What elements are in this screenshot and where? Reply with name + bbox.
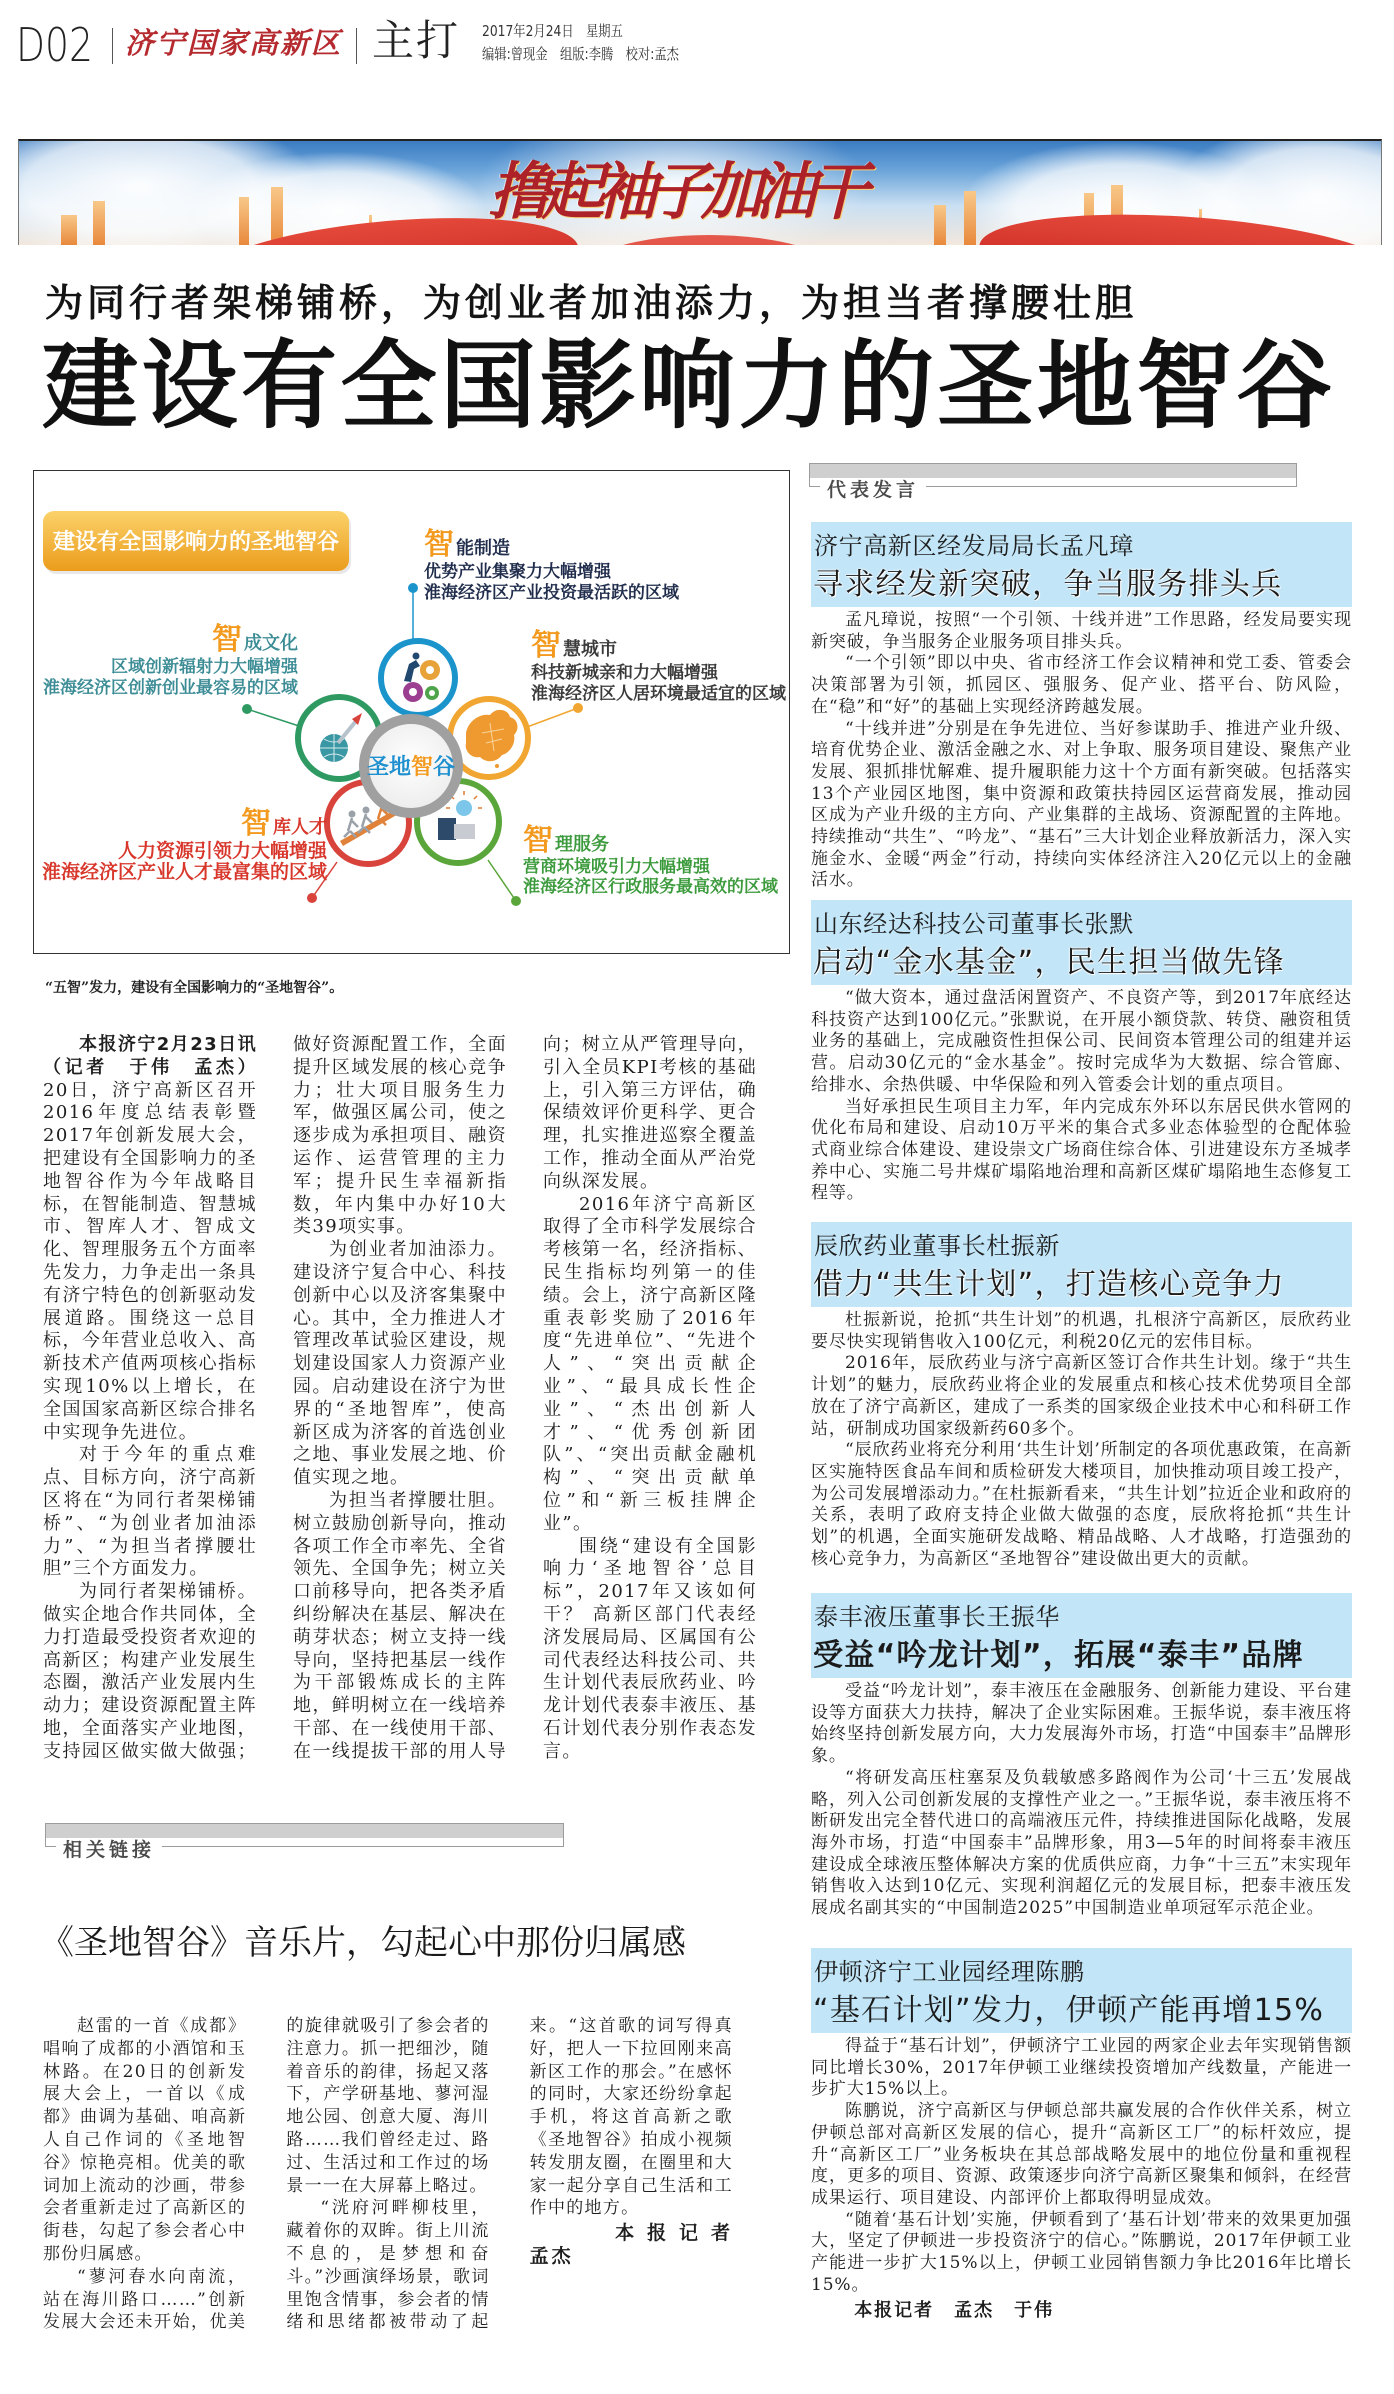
speech-paragraph: “十线并进”分别是在争先进位、当好参谋助手、推进产业升级、培育优势企业、激活金融之水、对上争取、服务项目建设、聚焦产业发展、狠抓排忧解难、提升履职能力这十个方面有新突破。包括落实13个产业园区地图，集中资源和政策扶持园区运营商发展，推动园区成为产业升级的主方向、产业集群的主战场、资源配置的主阵地。持续推动“共生”、“吟龙”、“基石”三大计划企业释放新活力，深入实施金水、金暖“两金”行动，持续向实体经济注入20亿元以上的金融活水。 xyxy=(811,718,1352,891)
connector-line xyxy=(247,709,299,726)
item-line: 淮海经济区产业人才最富集的区域 xyxy=(41,861,327,883)
item-heading xyxy=(241,806,327,841)
item-heading xyxy=(523,823,609,858)
infographic-caption: “五智”发力，建设有全国影响力的“圣地智谷”。 xyxy=(45,980,344,996)
article-paragraph xyxy=(43,1034,257,1444)
speech-paragraph: 当好承担民生项目主力军，年内完成东外环以东居民供水管网的优化布局和建设、启动10万平米的集合式多业态体验型的仓配体验式商业综合体建设、建设崇文广场商住综合体、引进建设东方圣城孝养中心、实施二号井煤矿塌陷地治理和高新区煤矿塌陷地生态修复工程等。 xyxy=(811,1096,1352,1204)
section-header-speeches xyxy=(809,463,1297,501)
building-decoration xyxy=(964,191,976,245)
infographic-diagram xyxy=(34,471,790,954)
item-line: 区域创新辐射力大幅增强 xyxy=(111,657,298,677)
article-paragraph: 为同行者架梯铺桥。做实企地合作共同体，全力打造最受投资者欢迎的高新区；构建产业发展生态圈，激活产业发展内生动力；建设资源配置主阵地，全面落实产业地图，支持园区做实做大做强；做好资源配置工作，全面提升区域发展的核心竞争力；壮大项目服务生力军，做强区属公司，使之逐步成为承担项目、融资运作、运营管理的主力军；提升民生幸福新指数，年内集中办好10大类39项实事。 xyxy=(43,1034,507,1762)
edition-name: 济宁国家高新区 xyxy=(125,26,343,60)
article-paragraph: 为创业者加油添力。建设济宁复合中心、科技创新中心以及济客集聚中心。其中，全力推进人才管理改革试验区建设，规划建设国家人力资源产业园。启动建设在济宁为世界的“圣地智库”，使高新区成为济客的首选创业之地、事业发展之地、价值实现之地。 xyxy=(293,1239,507,1489)
center-label-part: 智 xyxy=(410,755,434,780)
related-paragraph: “洸府河畔柳枝里，藏着你的双眸。街上川流不息的，是梦想和奋斗。”沙画演绎场景，歌词里饱含情事，参会者的情绪和思绪都被带动了起来。“这首歌的词写得真好，把人一下拉回刚来高新区工作的那会。”在感怀的同时，大家还纷纷拿起手机，将这首高新之歌《圣地智谷》拍成小视频转发朋友圈，在圈里和大家一起分享自己生活和工作中的地方。 xyxy=(286,2016,733,2333)
speaker-name: 济宁高新区经发局局长孟凡璋 xyxy=(814,532,1134,560)
speech-headline: 寻求经发新突破，争当服务排头兵 xyxy=(813,567,1283,602)
infographic xyxy=(33,470,790,954)
item-smart-manufacturing xyxy=(424,527,680,603)
item-smart-city xyxy=(531,628,787,704)
speech-block xyxy=(811,1593,1352,1948)
item-prefix: 智 xyxy=(212,622,242,657)
section-label: 代表发言 xyxy=(820,480,926,500)
item-smart-culture xyxy=(43,622,299,698)
item-label: 成文化 xyxy=(244,633,298,654)
item-line: 淮海经济区创新创业最容易的区域 xyxy=(43,678,298,698)
speech-paragraph: “随着‘基石计划’实施，伊顿看到了‘基石计划’带来的效果更加强大，坚定了伊顿进一步投资济宁的信心。”陈鹏说，2017年伊顿工业产能进一步扩大15%以上，伊顿工业园销售额力争比2016年比增长15%。 xyxy=(811,2209,1352,2295)
item-heading xyxy=(531,628,617,663)
section-header-related xyxy=(45,1823,564,1861)
speech-body xyxy=(811,2033,1352,2296)
center-label-part: 谷 xyxy=(433,755,456,780)
masthead-divider xyxy=(356,28,357,64)
item-label: 慧城市 xyxy=(563,639,617,660)
item-line: 人力资源引领力大幅增强 xyxy=(117,840,327,862)
speech-block xyxy=(811,900,1352,1222)
speech-paragraph: 陈鹏说，济宁高新区与伊顿总部共赢发展的合作伙伴关系，树立伊顿总部对高新区发展的信心，提升“高新区工厂”的标杆效应，提升“高新区工厂”业务板块在其总部战略发展中的地位份量和重视程度，更多的项目、资源、政策逐步向济宁高新区聚集和倾斜，在经营成果运行、项目建设、内部评价上都取得明显成效。 xyxy=(811,2101,1352,2208)
main-headline: 建设有全国影响力的圣地智谷 xyxy=(42,330,1336,442)
headline-kicker: 为同行者架梯铺桥，为创业者加油添力，为担当者撑腰壮胆 xyxy=(45,281,1138,325)
speaker-name: 山东经达科技公司董事长张默 xyxy=(814,910,1134,938)
speech-paragraph: “一个引领”即以中央、省市经济工作会议精神和党工委、管委会决策部署为引领，抓园区、强服务、促产业、搭平台、防风险，在“稳”和“好”的基础上实现经济跨越发展。 xyxy=(811,653,1352,717)
article-dateline: 本报济宁2月23日讯（记者 于伟 孟杰） xyxy=(43,1034,257,1078)
related-article-body xyxy=(43,2015,755,2345)
speech-paragraph: “辰欣药业将充分利用‘共生计划’所制定的各项优惠政策，在高新区实施特医食品车间和质检研发大楼项目，加快推动项目竣工投产，为公司发展增添动力。”在杜振新看来，“共生计划”拉近企业和政府的关系，表明了政府支持企业做大做强的态度，辰欣将抢抓“共生计划”的机遇，全面实施研发战略、精品战略、人才战略，打造强劲的核心竞争力，为高新区“圣地智谷”建设做出更大的贡献。 xyxy=(811,1440,1352,1569)
item-label: 库人才 xyxy=(273,817,327,838)
banner-slogan: 撸起袖子加油干 xyxy=(489,155,861,228)
title-badge xyxy=(43,511,351,574)
item-label: 理服务 xyxy=(555,834,609,855)
item-heading xyxy=(424,527,510,562)
building-decoration xyxy=(934,205,946,245)
node-circle-manufacturing xyxy=(381,641,455,715)
item-prefix: 智 xyxy=(424,527,454,562)
item-line: 营商环境吸引力大幅增强 xyxy=(523,857,710,877)
speech-headline: “基石计划”发力，伊顿产能再增15% xyxy=(813,1993,1325,2028)
speech-paragraph: 得益于“基石计划”，伊顿济宁工业园的两家企业去年实现销售额同比增长30%，2017年伊顿工业继续投资增加产线数量，产能进一步扩大15%以上。 xyxy=(811,2036,1352,2100)
infographic-title: 建设有全国影响力的圣地智谷 xyxy=(52,530,340,555)
speech-block xyxy=(811,522,1352,900)
related-paragraph: 赵雷的一首《成都》唱响了成都的小酒馆和玉林路。在20日的创新发展大会上，一首以《成都》曲调为基础、咱高新人自己作词的《圣地智谷》惊艳亮相。优美的歌词加上流动的沙画，带参会者重新走过了高新区的街巷，勾起了参会者心中那份归属感。 xyxy=(43,2016,247,2264)
building-decoration xyxy=(239,197,249,245)
connector-dot xyxy=(511,896,521,906)
paragraph-text: 20日，济宁高新区召开2016年度总结表彰暨2017年创新发展大会，把建设有全国影响力的圣地智谷作为今年战略目标，在智能制造、智慧城市、智库人才、智成文化、智理服务五个方面率先发力，力争走出一条具有济宁特色的创新驱动发展道路。围绕这一总目标，今年营业总收入、高新技术产值两项核心指标实现10%以上增长，在全国国家高新区综合排名中实现争先进位。 xyxy=(43,1079,257,1443)
speech-headline: 启动“金水基金”，民生担当做先锋 xyxy=(813,945,1285,980)
center-label-part: 圣地 xyxy=(366,755,411,780)
article-paragraph: 围绕“建设有全国影响力‘圣地智谷’总目标”，2017年又该如何干？ 高新区部门代表经济发展局局、区属国有公司代表经达科技公司、共生计划代表辰欣药业、吟龙计划代表泰丰液压、基石计划代表分别作表态发言。 xyxy=(543,1535,757,1762)
speech-header xyxy=(811,522,1352,607)
speaker-name: 辰欣药业董事长杜振新 xyxy=(814,1232,1060,1260)
staff-credits: 编辑:曾现金 组版:李腾 校对:孟杰 xyxy=(482,45,679,63)
article-paragraph: 对于今年的重点难点、目标方向，济宁高新区将在“为同行者架梯铺桥”、“为创业者加油添力”、“为担当者撑腰壮胆”三个方面发力。 xyxy=(43,1444,257,1580)
main-article-body xyxy=(43,1034,757,1779)
connector-dot xyxy=(408,583,418,593)
speech-header xyxy=(811,1593,1352,1678)
related-byline: 本报记者 孟杰 xyxy=(529,2222,755,2267)
speech-headline: 借力“共生计划”，打造核心竞争力 xyxy=(813,1267,1285,1302)
speech-paragraph: 受益“吟龙计划”，泰丰液压在金融服务、创新能力建设、平台建设等方面获大力扶持，解决了企业实际困难。王振华说，泰丰液压将始终坚持创新发展方向，大力发展海外市场，打造“中国泰丰”品牌形象。 xyxy=(811,1681,1352,1767)
article-paragraph: 2016年济宁高新区取得了全市科学发展综合考核第一名，经济指标、民生指标均列第一的佳绩。会上，济宁高新区隆重表彰奖励了2016年度“先进单位”、“先进个人”、“突出贡献企业”、“最具成长性企业”、“杰出创新人才”、“优秀创新团队”、“突出贡献金融机构”、“突出贡献单位”和“新三板挂牌企业”。 xyxy=(543,1193,757,1534)
speech-block xyxy=(811,1222,1352,1593)
page-number: D02 xyxy=(16,18,94,72)
speech-body xyxy=(811,607,1352,892)
speaker-name: 伊顿济宁工业园经理陈鹏 xyxy=(814,1958,1085,1986)
speech-body xyxy=(811,1678,1352,1920)
banner xyxy=(18,139,1382,245)
item-line: 淮海经济区人居环境最适宜的区域 xyxy=(531,684,786,704)
speech-header xyxy=(811,1948,1352,2033)
related-headline: 《圣地智谷》音乐片，勾起心中那份归属感 xyxy=(40,1923,686,1963)
speeches-byline: 本报记者 孟杰 于伟 xyxy=(854,2300,1055,2322)
speech-body xyxy=(811,985,1352,1205)
article-paragraph: 为担当者撑腰壮胆。树立鼓励创新导向，推动各项工作全市率先、全省领先、全国争先；树立关口前移导向，把各类矛盾纠纷解决在基层、解决在萌芽状态；树立支持一线导向，坚持把基层一线作为干部锻炼成长的主阵地，鲜明树立在一线培养干部、在一线使用干部、在一线提拔干部的用人导向；树立从严管理导向，引入全员KPI考核的基础上，引入第三方评估，确保绩效评价更科学、更合理，扎实推进巡察全覆盖工作，推动全面从严治党向纵深发展。 xyxy=(293,1034,757,1762)
section-label: 相关链接 xyxy=(56,1840,162,1860)
masthead-divider xyxy=(112,28,113,64)
connector-dot xyxy=(573,703,583,713)
item-line: 淮海经济区产业投资最活跃的区域 xyxy=(424,583,679,603)
speech-paragraph: 杜振新说，抢抓“共生计划”的机遇，扎根济宁高新区，辰欣药业要尽快实现销售收入100亿元，利税20亿元的宏伟目标。 xyxy=(811,1310,1352,1352)
building-decoration xyxy=(61,215,77,245)
speech-paragraph: 2016年，辰欣药业与济宁高新区签订合作共生计划。缘于“共生计划”的魅力，辰欣药业将企业的发展重点和核心技术优势项目全部放在了济宁高新区，建成了一系类的国家级企业技术中心和科研工作站，研制成功国家级新药60多个。 xyxy=(811,1353,1352,1439)
section-name: 主打 xyxy=(372,16,461,65)
issue-date: 2017年2月24日 星期五 xyxy=(482,22,623,40)
speech-header xyxy=(811,1222,1352,1307)
item-heading xyxy=(212,622,298,657)
item-prefix: 智 xyxy=(531,628,561,663)
speech-headline: 受益“吟龙计划”，拓展“泰丰”品牌 xyxy=(813,1638,1304,1673)
connector-line xyxy=(488,860,516,901)
item-prefix: 智 xyxy=(241,806,271,841)
speech-header xyxy=(811,900,1352,985)
connector-dot xyxy=(242,704,252,714)
item-prefix: 智 xyxy=(523,823,553,858)
related-paragraph: “蓼河春水向南流，站在海川路口……”创新发展大会还未开始，优美的旋律就吸引了参会者的注意力。抓一把细沙，随着音乐的韵律，扬起又落下，产学研基地、蓼河湿地公园、创意大厦、海川路……我们曾经走过、路过、生活过和工作过的场景一一在大屏幕上略过。 xyxy=(43,2016,490,2333)
speaker-name: 泰丰液压董事长王振华 xyxy=(814,1603,1060,1631)
item-smart-talent xyxy=(42,806,328,883)
connector-dot xyxy=(307,893,317,903)
speech-block xyxy=(811,1948,1352,2296)
speech-paragraph: “将研发高压柱塞泵及负载敏感多路阀作为公司‘十三五’发展战略，列入公司创新发展的支撑性产业之一。”王振华说，泰丰液压将不断研发出完全替代进口的高端液压元件，持续推进国际化战略，发展海外市场，打造“中国泰丰”品牌形象，用3—5年的时间将泰丰液压建设成全球液压整体解决方案的优质供应商，力争“十三五”末实现年销售收入达到10亿元、实现利润超亿元的发展目标，把泰丰液压发展成名副其实的“中国制造2025”中国制造业单项冠军示范企业。 xyxy=(811,1767,1352,1919)
item-line: 优势产业集聚力大幅增强 xyxy=(424,562,611,582)
connector-line xyxy=(527,708,578,727)
item-smart-service xyxy=(523,823,779,897)
item-line: 淮海经济区行政服务最高效的区域 xyxy=(523,877,778,897)
speech-body xyxy=(811,1307,1352,1570)
speech-paragraph: “做大资本，通过盘活闲置资产、不良资产等，到2017年底经达科技资产达到100亿元。”张默说，在开展小额贷款、转贷、融资租赁业务的基础上，完成融资性担保公司、民间资本管理公司的组建并运营。启动30亿元的“金水基金”。按时完成华为大数据、综合管廊、给排水、余热供暖、中华保险和列入管委会计划的重点项目。 xyxy=(811,988,1352,1095)
speech-paragraph: 孟凡璋说，按照“一个引领、十线并进”工作思路，经发局要实现新突破，争当服务企业服务项目排头兵。 xyxy=(811,610,1352,652)
building-decoration xyxy=(93,201,105,245)
speeches-column xyxy=(811,522,1352,2322)
red-swoosh-decoration xyxy=(579,235,839,245)
center-label xyxy=(367,754,455,780)
item-line: 科技新城亲和力大幅增强 xyxy=(531,663,718,683)
item-label: 能制造 xyxy=(456,538,510,559)
